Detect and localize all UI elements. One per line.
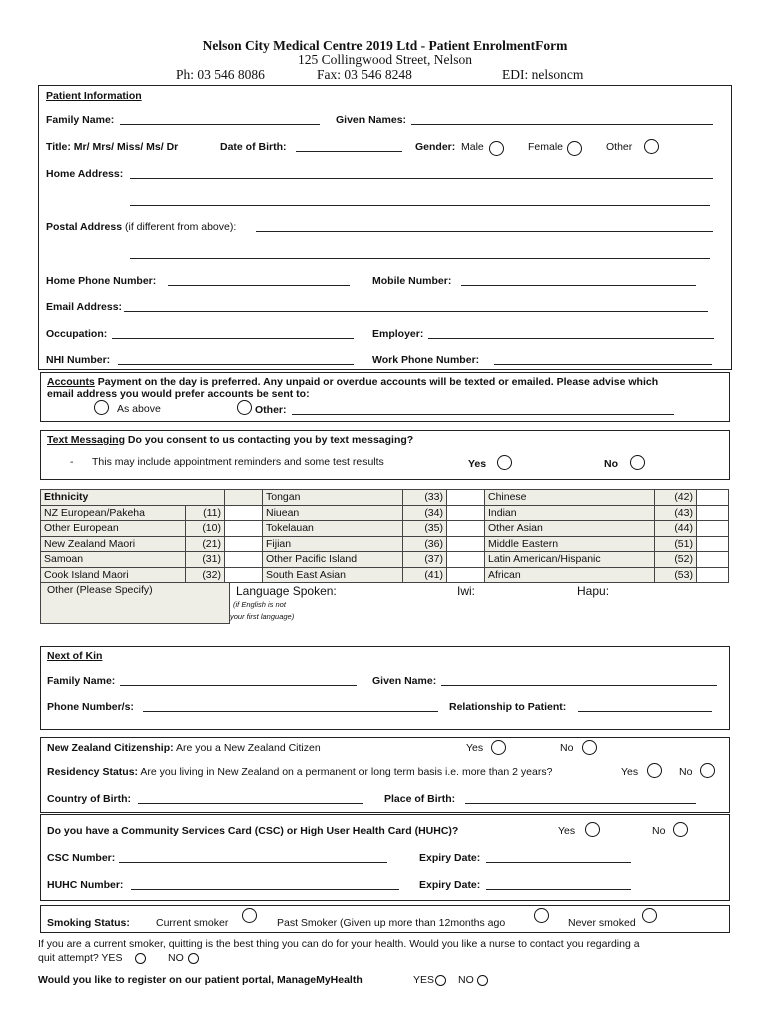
postal-address-note: (if different from above): (124, 221, 237, 233)
ethnicity-name: Latin American/Hispanic (485, 552, 655, 568)
csc-number-field[interactable] (119, 862, 387, 863)
ethnicity-tick-cell[interactable] (225, 490, 263, 506)
ethnicity-code: (43) (655, 505, 697, 521)
postal-address-field[interactable] (256, 231, 713, 232)
occupation-field[interactable] (112, 338, 354, 339)
ethnicity-name: Fijian (263, 536, 403, 552)
given-names-field[interactable] (411, 124, 713, 125)
dob-field[interactable] (296, 151, 402, 152)
accounts-other-label: Other: (255, 404, 287, 416)
work-phone-label: Work Phone Number: (372, 354, 480, 366)
ethnicity-tick-cell[interactable] (697, 505, 729, 521)
ethnicity-tick-cell[interactable] (447, 490, 485, 506)
huhc-number-label: HUHC Number: (47, 879, 124, 891)
place-of-birth-label: Place of Birth: (384, 793, 456, 805)
text-no-label: No (604, 458, 618, 470)
portal-no-radio[interactable] (477, 975, 488, 986)
ethnicity-tick-cell[interactable] (697, 536, 729, 552)
text-messaging-heading: Text Messaging (47, 434, 125, 446)
ethnicity-tick-cell[interactable] (697, 567, 729, 583)
csc-yes-label: Yes (558, 825, 576, 837)
ethnicity-tick-cell[interactable] (697, 490, 729, 506)
huhc-number-field[interactable] (131, 889, 399, 890)
csc-no-radio[interactable] (673, 822, 688, 837)
clinic-address: 125 Collingwood Street, Nelson (298, 52, 472, 67)
ethnicity-name: South East Asian (263, 567, 403, 583)
ethnicity-code: (51) (655, 536, 697, 552)
ethnicity-name: Cook Island Maori (41, 567, 186, 583)
ethnicity-name: Chinese (485, 490, 655, 506)
clinic-fax: Fax: 03 546 8248 (317, 67, 412, 82)
ethnicity-name: African (485, 567, 655, 583)
kin-relationship-label: Relationship to Patient: (449, 701, 567, 713)
mobile-label: Mobile Number: (372, 275, 452, 287)
ethnicity-tick-cell[interactable] (225, 552, 263, 568)
kin-phone-label: Phone Number/s: (47, 701, 134, 713)
home-phone-label: Home Phone Number: (46, 275, 157, 287)
country-of-birth-label: Country of Birth: (47, 793, 131, 805)
ethnicity-code: (44) (655, 521, 697, 537)
accounts-heading: Accounts (47, 376, 95, 388)
home-address-line2[interactable] (130, 205, 710, 206)
table-row (41, 567, 729, 583)
portal-yes-label: YES (413, 974, 435, 986)
csc-number-label: CSC Number: (47, 852, 116, 864)
citizen-no-radio[interactable] (582, 740, 597, 755)
citizen-no-label: No (560, 742, 574, 754)
quit-no-radio[interactable] (188, 953, 199, 964)
family-name-label: Family Name: (46, 114, 115, 126)
citizenship-label: New Zealand Citizenship: (47, 742, 174, 754)
home-address-label: Home Address: (46, 168, 124, 180)
csc-no-label: No (652, 825, 666, 837)
text-messaging-dash: - (70, 456, 74, 468)
family-name-field[interactable] (120, 124, 320, 125)
employer-field[interactable] (428, 338, 714, 339)
csc-yes-radio[interactable] (585, 822, 600, 837)
ethnicity-code: (33) (403, 490, 447, 506)
table-row (41, 521, 729, 537)
form-title: Nelson City Medical Centre 2019 Ltd - Patient EnrolmentForm (202, 38, 568, 53)
given-names-label: Given Names: (336, 114, 407, 126)
smoking-past-radio[interactable] (534, 908, 549, 923)
smoking-past-label: Past Smoker (Given up more than 12months ago (277, 917, 506, 929)
table-row (41, 552, 729, 568)
email-label: Email Address: (46, 301, 123, 313)
postal-address-bold: Postal Address (46, 221, 123, 233)
patient-info-heading: Patient Information (46, 90, 142, 102)
ethnicity-code: (41) (403, 567, 447, 583)
title-label: Title: Mr/ Mrs/ Miss/ Ms/ Dr (46, 141, 179, 153)
gender-female-radio[interactable] (567, 141, 582, 156)
home-address-field[interactable] (130, 178, 713, 179)
country-of-birth-field[interactable] (138, 803, 363, 804)
ethnicity-code: (11) (186, 505, 225, 521)
kin-relationship-field[interactable] (578, 711, 712, 712)
ethnicity-name: Tokelauan (263, 521, 403, 537)
portal-yes-radio[interactable] (435, 975, 446, 986)
ethnicity-tick-cell[interactable] (447, 505, 485, 521)
kin-family-name-label: Family Name: (47, 675, 116, 687)
ethnicity-code: (53) (655, 567, 697, 583)
quit-yes-radio[interactable] (135, 953, 146, 964)
ethnicity-tick-cell[interactable] (225, 536, 263, 552)
accounts-text2: email address you would prefer accounts be sent to: (47, 388, 310, 400)
portal-no-label: NO (458, 974, 474, 986)
text-yes-label: Yes (468, 458, 487, 470)
clinic-phone: Ph: 03 546 8086 (176, 67, 265, 82)
ethnicity-code: (52) (655, 552, 697, 568)
ethnicity-tick-cell[interactable] (697, 552, 729, 568)
residency-question: Are you living in New Zealand on a permanent or long term basis i.e. more than 2 years? (140, 766, 553, 778)
postal-address-label (46, 221, 236, 233)
ethnicity-name: NZ European/Pakeha (41, 505, 186, 521)
ethnicity-tick-cell[interactable] (447, 536, 485, 552)
ethnicity-code: (36) (403, 536, 447, 552)
residency-no-radio[interactable] (700, 763, 715, 778)
portal-question: Would you like to register on our patient portal, ManageMyHealth (38, 974, 363, 986)
ethnicity-heading: Ethnicity (41, 490, 225, 506)
language-note-1: (if English is not (233, 600, 286, 609)
language-note-2: your first language) (230, 612, 295, 621)
ethnicity-name: Other European (41, 521, 186, 537)
nhi-label: NHI Number: (46, 354, 111, 366)
huhc-expiry-label: Expiry Date: (419, 879, 481, 891)
residency-yes-radio[interactable] (647, 763, 662, 778)
iwi-label: Iwi: (457, 584, 475, 598)
text-messaging-note: This may include appointment reminders and some test results (92, 456, 384, 468)
ethnicity-name: Tongan (263, 490, 403, 506)
table-row (41, 490, 729, 506)
smoking-label: Smoking Status: (47, 917, 130, 929)
gender-male-radio[interactable] (489, 141, 504, 156)
table-row (41, 505, 729, 521)
accounts-other-radio[interactable] (237, 400, 252, 415)
ethnicity-tick-cell[interactable] (447, 567, 485, 583)
residency-yes-label: Yes (621, 766, 639, 778)
nhi-field[interactable] (118, 364, 354, 365)
home-phone-field[interactable] (168, 285, 350, 286)
ethnicity-code: (42) (655, 490, 697, 506)
csc-question: Do you have a Community Services Card (CSC) or High User Health Card (HUHC)? (47, 825, 459, 837)
ethnicity-name: Niuean (263, 505, 403, 521)
gender-female-label: Female (528, 141, 564, 153)
ethnicity-code: (32) (186, 567, 225, 583)
gender-other-radio[interactable] (644, 139, 659, 154)
ethnicity-tick-cell[interactable] (447, 521, 485, 537)
text-no-radio[interactable] (630, 455, 645, 470)
ethnicity-name: Other Asian (485, 521, 655, 537)
ethnicity-tick-cell[interactable] (447, 552, 485, 568)
ethnicity-tick-cell[interactable] (697, 521, 729, 537)
language-label: Language Spoken: (236, 584, 337, 598)
ethnicity-code: (35) (403, 521, 447, 537)
csc-expiry-label: Expiry Date: (419, 852, 481, 864)
residency-label: Residency Status: (47, 766, 139, 778)
accounts-as-above-label: As above (117, 403, 161, 415)
ethnicity-other-label: Other (Please Specify) (47, 584, 153, 596)
next-of-kin-section (40, 646, 730, 730)
text-messaging-question: Do you consent to us contacting you by text messaging? (127, 434, 414, 446)
ethnicity-tick-cell[interactable] (225, 505, 263, 521)
hapu-label: Hapu: (577, 584, 610, 598)
csc-expiry-field[interactable] (486, 862, 631, 863)
mobile-field[interactable] (461, 285, 696, 286)
smoking-current-label: Current smoker (156, 917, 229, 929)
ethnicity-code: (21) (186, 536, 225, 552)
quit-question-line1: If you are a current smoker, quitting is the best thing you can do for your health. Would you like a nurse to contact you regarding a (38, 938, 640, 950)
ethnicity-name: Middle Eastern (485, 536, 655, 552)
kin-given-name-field[interactable] (441, 685, 717, 686)
citizenship-question: Are you a New Zealand Citizen (175, 742, 321, 754)
kin-family-name-field[interactable] (120, 685, 357, 686)
citizen-yes-radio[interactable] (491, 740, 506, 755)
ethnicity-code: (37) (403, 552, 447, 568)
ethnicity-tick-cell[interactable] (225, 521, 263, 537)
ethnicity-code: (31) (186, 552, 225, 568)
accounts-other-field[interactable] (292, 414, 674, 415)
ethnicity-name: Other Pacific Island (263, 552, 403, 568)
gender-other-label: Other (606, 141, 633, 153)
accounts-text1: Payment on the day is preferred. Any unpaid or overdue accounts will be texted or emailed. Please advise which (97, 376, 659, 388)
gender-male-label: Male (461, 141, 484, 153)
citizen-yes-label: Yes (466, 742, 484, 754)
ethnicity-code: (10) (186, 521, 225, 537)
ethnicity-code: (34) (403, 505, 447, 521)
accounts-as-above-radio[interactable] (94, 400, 109, 415)
table-row (41, 536, 729, 552)
postal-address-line2[interactable] (130, 258, 710, 259)
employer-label: Employer: (372, 328, 424, 340)
text-yes-radio[interactable] (497, 455, 512, 470)
work-phone-field[interactable] (494, 364, 712, 365)
gender-label: Gender: (415, 141, 456, 153)
occupation-label: Occupation: (46, 328, 108, 340)
smoking-never-label: Never smoked (568, 917, 636, 929)
quit-no-label: NO (168, 952, 184, 964)
email-field[interactable] (124, 311, 708, 312)
residency-no-label: No (679, 766, 693, 778)
kin-heading: Next of Kin (47, 650, 103, 662)
ethnicity-tick-cell[interactable] (225, 567, 263, 583)
ethnicity-name: New Zealand Maori (41, 536, 186, 552)
quit-question-yes-label: quit attempt? YES (38, 952, 123, 964)
kin-phone-field[interactable] (143, 711, 438, 712)
place-of-birth-field[interactable] (465, 803, 696, 804)
ethnicity-name: Indian (485, 505, 655, 521)
kin-given-name-label: Given Name: (372, 675, 437, 687)
clinic-edi: EDI: nelsoncm (502, 67, 584, 82)
smoking-current-radio[interactable] (242, 908, 257, 923)
huhc-expiry-field[interactable] (486, 889, 631, 890)
dob-label: Date of Birth: (220, 141, 287, 153)
ethnicity-name: Samoan (41, 552, 186, 568)
ethnicity-table (40, 489, 729, 583)
smoking-never-radio[interactable] (642, 908, 657, 923)
